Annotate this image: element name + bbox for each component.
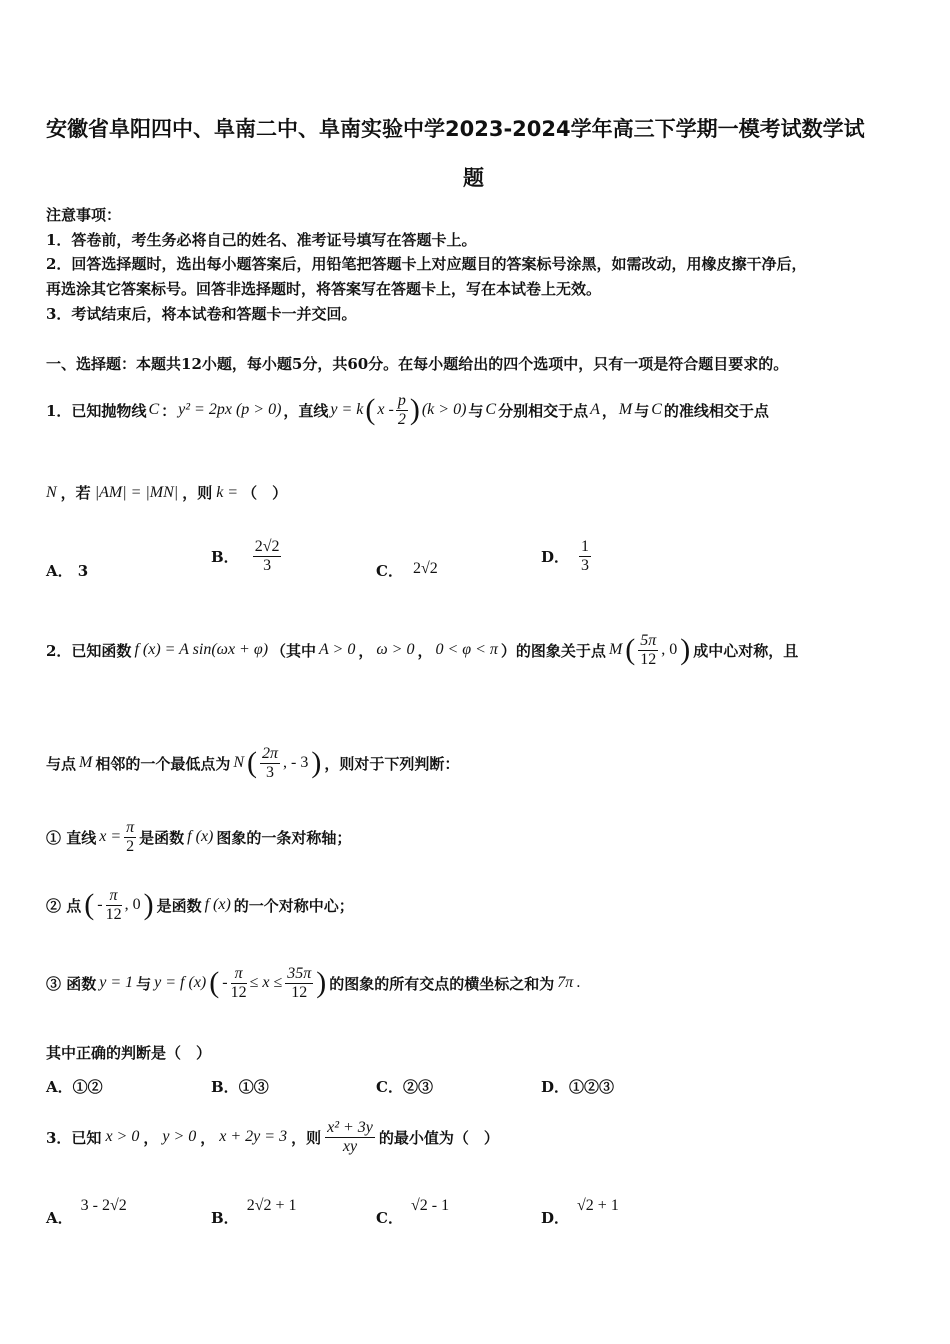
notice-item: 再选涂其它答案标号。回答非选择题时，将答案写在答题卡上，写在本试卷上无效。 [46,280,602,298]
question-1-stem-cont: N ，若 |AM| = |MN| ，则 k = （ ） [46,483,288,502]
question-3-stem: 3．已知 x > 0 ， y > 0 ， x + 2y = 3 ，则 $\frac{\text{x² + 3y}}{xy}$ 的最小值为（ ） [46,1118,499,1155]
question-1-stem: 1．已知抛物线 C ： y² = 2px (p > 0) ，直线 y = k ( x - $\frac{p}{2}$ ) (k > 0) 与 C 分别相交于点 A ， M 与 C 的准线相交于点 [46,391,769,428]
fraction: $\frac{p}{2}$ [397,391,406,428]
notice-item: 3．考试结束后，将本试卷和答题卡一并交回。 [46,305,357,323]
section-heading: 一、选择题：本题共12小题，每小题5分，共60分。在每小题给出的四个选项中，只有一项是符合题目要求的。 [46,355,789,373]
statement-3: ③ 函数 y = 1 与 y = f (x) ( - $\frac{\pi}{12}$ ≤ x ≤ $\frac{35\pi}{12}$ ) 的图象的所有交点的横坐标之和为 7π . [46,964,581,1001]
option-c[interactable]: C．②③ [376,1078,433,1096]
title-line-1: 安徽省阜阳四中、阜南二中、阜南实验中学2023-2024学年高三下学期一模考试数学试 [46,117,865,141]
option-a[interactable]: A．①② [46,1078,103,1096]
notice-item: 1．答卷前，考生务必将自己的姓名、准考证号填写在答题卡上。 [46,231,477,249]
question-2-stem-cont: 与点 M 相邻的一个最低点为 N ( $\frac{2\pi}{3}$ , - 3 ) ，则对于下列判断： [46,744,460,781]
notice-heading: 注意事项： [46,206,122,224]
option-d[interactable]: D． √2 + 1 [541,1197,619,1227]
title-line-2: 题 [463,166,484,190]
option-c[interactable]: C． √2 - 1 [376,1197,450,1227]
option-b[interactable]: B．①③ [211,1078,269,1096]
option-a[interactable]: A． 3 - 2√2 [46,1197,127,1227]
option-d[interactable]: D． $\frac{1}{3}$ [541,538,590,574]
question-2-stem: 2．已知函数 f (x) = A sin(ωx + φ) （其中 A > 0 ， ω > 0 ， 0 < φ < π ）的图象关于点 M ( $\frac{5\pi}{12}$ , 0 ) 成中心对称，且 [46,631,799,668]
option-b[interactable]: B． 2√2 + 1 [211,1197,297,1227]
notice-item: 2．回答选择题时，选出每小题答案后，用铅笔把答题卡上对应题目的答案标号涂黑，如需改动，用橡皮擦干净后， [46,255,807,273]
option-b[interactable]: B． $\frac{2√2}{3}$ [211,538,280,574]
option-a[interactable]: A． 3 [46,562,89,580]
statement-1: ① 直线 x = $\frac{\pi}{2}$ 是函数 f (x) 图象的一条对称轴； [46,818,352,855]
option-c[interactable]: C． 2√2 [376,560,438,580]
statement-2: ② 点 ( - $\frac{\pi}{12}$ , 0 ) 是函数 f (x) 的一个对称中心； [46,886,354,923]
option-d[interactable]: D．①②③ [541,1078,615,1096]
question-2-ask: 其中正确的判断是（ ） [46,1044,212,1062]
